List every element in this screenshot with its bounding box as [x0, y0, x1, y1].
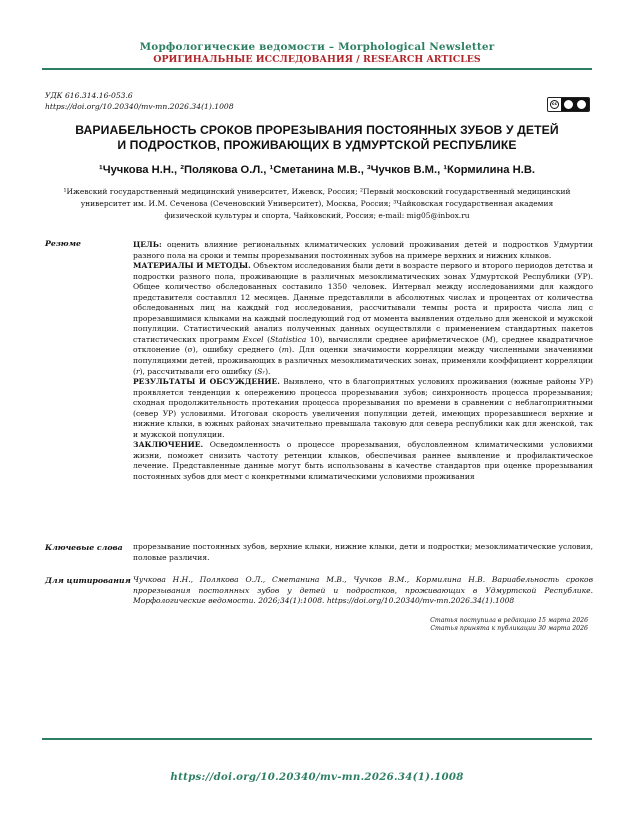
keywords-text: прорезывание постоянных зубов, верхние клыки, нижние клыки, дети и подростки; мезоклиматические условия, половые различия. [133, 542, 593, 562]
cc-icon: cc [551, 102, 558, 107]
results-heading: РЕЗУЛЬТАТЫ И ОБСУЖДЕНИЕ. [133, 377, 280, 387]
article-title-line: ВАРИАБЕЛЬНОСТЬ СРОКОВ ПРОРЕЗЫВАНИЯ ПОСТОЯННЫХ ЗУБОВ У ДЕТЕЙ [75, 123, 559, 137]
methods-text: ), рассчитывали его ошибку ( [139, 366, 258, 376]
header-divider [42, 68, 592, 70]
methods-text: ( [263, 334, 271, 344]
article-title-line: И ПОДРОСТКОВ, ПРОЖИВАЮЩИХ В УДМУРТСКОЙ РЕСПУБЛИКЕ [117, 138, 517, 152]
author-list: ¹Чучкова Н.Н., ²Полякова О.Л., ¹Сметанина М.В., ³Чучков В.М., ¹Кормилина Н.В. [98, 164, 536, 176]
aim-text: оценить влияние региональных климатических условий проживания детей и подростков Удмуртии разного пола на сроки и темпы прорезывания постоянных зубов на примере верхних и нижних клыков. [133, 240, 593, 260]
footer-divider [42, 738, 592, 740]
journal-title: Морфологические ведомости – Morphological Newsletter [139, 41, 495, 53]
article-title [40, 123, 594, 153]
article-doi-link[interactable]: https://doi.org/10.20340/mv-mn.2026.34(1).1008 [45, 102, 234, 111]
symbol-error: m [281, 345, 289, 355]
methods-heading: МАТЕРИАЛЫ И МЕТОДЫ. [133, 261, 251, 271]
received-date: Статья поступила в редакцию 15 марта 2026 [430, 617, 588, 624]
software-excel: Excel [242, 334, 264, 344]
affiliations [52, 186, 582, 222]
abstract-results [133, 377, 593, 440]
symbol-correlation: r [135, 366, 140, 376]
conclusion-heading: ЗАКЛЮЧЕНИЕ. [133, 440, 204, 450]
abstract-methods [133, 261, 593, 377]
affiliation-line: университет им. И.М. Сеченова (Сеченовский Университет), Москва, Россия; ³Чайковская государственная академия [80, 199, 554, 208]
keywords-label: Ключевые слова [45, 543, 123, 552]
symbol-mean: M [485, 334, 493, 344]
abstract-conclusion [133, 440, 593, 482]
nc-icon [577, 100, 586, 109]
citation-text: Чучкова Н.Н., Полякова О.Л., Сметанина М.В., Чучков В.М., Кормилина Н.В. Вариабельность сроков прорезывания постоянных зубов у детей и подростков, проживающих в Удмуртской Республике. Морфологические ведомости. 2026;34(1):1008. https://doi.org/10.20340/mv-mn.2026.34(1).1008 [133, 575, 593, 606]
aim-heading: ЦЕЛЬ: [133, 240, 162, 249]
methods-text: ). [265, 366, 271, 376]
section-title: ОРИГИНАЛЬНЫЕ ИССЛЕДОВАНИЯ / RESEARCH ARTICLES [153, 54, 481, 65]
affiliation-line: физической культуры и спорта, Чайковский, Россия; e-mail: mig05@inbox.ru [164, 211, 470, 220]
by-icon [564, 100, 573, 109]
methods-text: 10), вычисляли среднее арифметическое ( [306, 334, 486, 344]
symbol-correlation-error: Sᵣ [257, 366, 266, 376]
udk-code: УДК 616.314.16-053.6 [45, 91, 133, 100]
abstract-aim [133, 240, 593, 261]
citation-label: Для цитирования [45, 576, 131, 585]
abstract-label: Резюме [45, 239, 81, 248]
conclusion-text: Осведомленность о процессе прорезывания, обусловленном климатическими условиями жизни, поможет снизить частоту ретенции клыков, обеспечивая раннее выявление и профилактическое лечение. Представленные данные могут быть использованы в качестве стандартов при оценке прорезывания постоянных зубов для мест с конкретными климатическими условиями проживания [133, 440, 593, 482]
footer-doi-link[interactable]: https://doi.org/10.20340/mv-mn.2026.34(1).1008 [170, 771, 464, 783]
software-statistica: Statistica [270, 334, 307, 344]
abstract-body [133, 240, 593, 483]
results-text: Выявлено, что в благоприятных условиях проживания (южные районы УР) проявляется тенденция к опережению процесса прорезывания зубов; синхронность процесса прорезывания; сходная продолжительность протекания процесса прорезывания по времени в сравнении с неблагоприятными (север УР) условиями. Итоговая скорость увеличения популяции детей, имеющих прорезавшиеся верхние и нижние клыки, в южных районах значительно превышала таковую для севера республики как для женской, так и мужской популяции. [133, 377, 594, 439]
article-dates [300, 617, 588, 634]
methods-text: ). Для оценки значимости корреляции между численными значениями популяциями детей, проживающих в различных мезоклиматических зонах, применяли коэффициент корреляции ( [133, 345, 594, 376]
affiliation-line: ¹Ижевский государственный медицинский университет, Ижевск, Россия; ²Первый московский государственный медицинский [63, 187, 571, 196]
methods-text: Объектом исследования были дети в возрасте первого и второго периодов детства и подростки разного пола, проживающие в различных мезоклиматических зонах Удмуртской Республики (УР). Общее количество обследованных составило 1350 человек. Интервал между исследованиями для каждого представителя составлял 12 месяцев. Данные представляли в абсолютных числах и процентах от количества обследованных лиц на каждый год исследования, рассчитывали темпы роста и прироста числа лиц с прорезавшимися клыками на каждый последующий год от момента выявления отдельно для женской и мужской популяции. Статистический анализ полученных данных осуществляли с применением стандартных пакетов статистических программ [133, 261, 593, 344]
accepted-date: Статья принята к публикации 30 марта 2026 [430, 625, 588, 633]
cc-license-badge[interactable] [547, 97, 590, 112]
methods-text: ), среднее квадратичное отклонение (σ), ошибку среднего ( [133, 334, 594, 355]
